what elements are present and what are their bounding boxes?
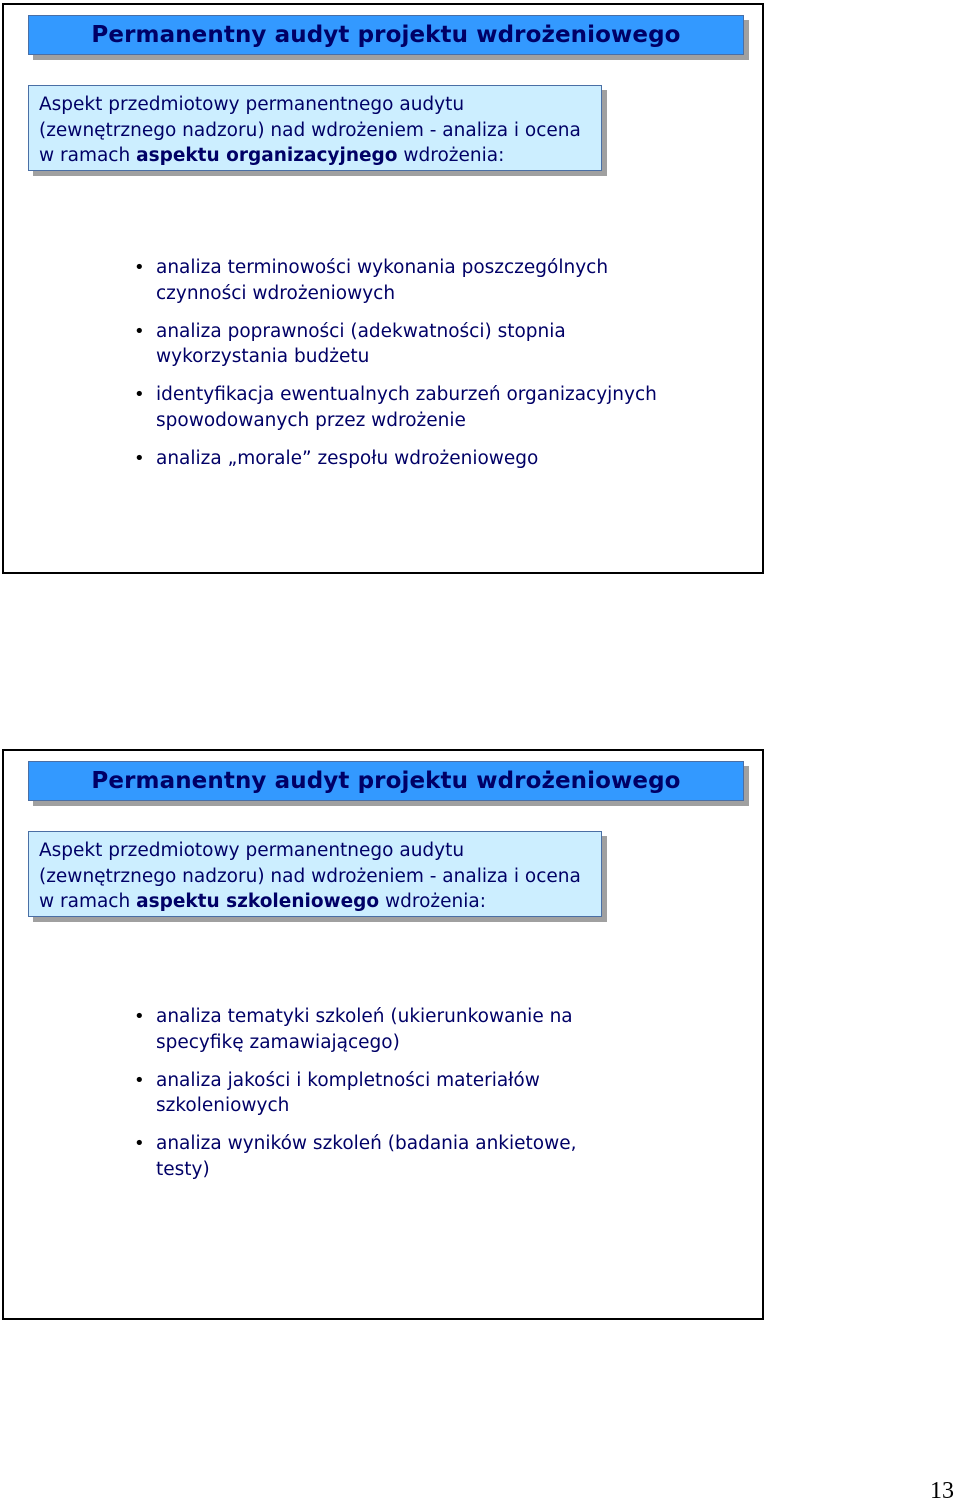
- subtitle-prefix: w ramach: [39, 891, 137, 912]
- bullet-icon: •: [134, 447, 145, 469]
- list-item: [134, 446, 657, 472]
- subtitle-emphasis: aspektu szkoleniowego: [136, 891, 380, 912]
- bullet-icon: •: [134, 1006, 145, 1027]
- subtitle-suffix: wdrożenia:: [397, 145, 505, 166]
- list-item-line: wykorzystania budżetu: [156, 346, 370, 367]
- list-item: [134, 255, 657, 306]
- bullet-list: [134, 255, 657, 484]
- subtitle-prefix: w ramach: [39, 145, 137, 166]
- list-item-line: szkoleniowych: [156, 1095, 290, 1116]
- bullet-icon: •: [134, 384, 145, 405]
- list-item-line: analiza poprawności (adekwatności) stopnia: [156, 320, 566, 342]
- list-item: [134, 1068, 577, 1119]
- bullet-icon: •: [134, 1069, 145, 1091]
- list-item-line: identyfikacja ewentualnych zaburzeń organizacyjnych: [156, 384, 657, 405]
- list-item-line: analiza tematyki szkoleń (ukierunkowanie na: [156, 1006, 573, 1027]
- slide-1: [2, 3, 764, 574]
- list-item-line: czynności wdrożeniowych: [156, 282, 396, 304]
- list-item: [134, 382, 657, 433]
- list-item: [134, 319, 657, 370]
- bullet-icon: •: [134, 1133, 145, 1154]
- list-item-line: specyfikę zamawiającego): [156, 1031, 400, 1053]
- list-item-line: analiza „morale” zespołu wdrożeniowego: [156, 447, 539, 469]
- list-item: [134, 1004, 577, 1055]
- subtitle-line-1: Aspekt przedmiotowy permanentnego audytu: [39, 94, 465, 115]
- list-item-line: analiza wyników szkoleń (badania ankietowe,: [156, 1133, 577, 1154]
- list-item: [134, 1131, 577, 1182]
- subtitle-line-2: (zewnętrznego nadzoru) nad wdrożeniem - analiza i ocena: [39, 119, 581, 141]
- slide-title-bar: [28, 761, 744, 801]
- slide-title: Permanentny audyt projektu wdrożeniowego: [91, 22, 681, 48]
- subtitle-suffix: wdrożenia:: [379, 891, 486, 912]
- list-item-line: testy): [156, 1158, 210, 1180]
- list-item-line: analiza jakości i kompletności materiałów: [156, 1069, 540, 1091]
- subtitle-box: [28, 85, 602, 171]
- slide-title: Permanentny audyt projektu wdrożeniowego: [91, 768, 681, 794]
- subtitle-line-1: Aspekt przedmiotowy permanentnego audytu: [39, 840, 465, 861]
- subtitle-box: [28, 831, 602, 917]
- list-item-line: analiza terminowości wykonania poszczególnych: [156, 257, 609, 278]
- subtitle-line-2: (zewnętrznego nadzoru) nad wdrożeniem - analiza i ocena: [39, 865, 581, 887]
- slide-2: [2, 749, 764, 1320]
- subtitle-line-3: [39, 143, 601, 169]
- bullet-icon: •: [134, 257, 145, 278]
- slide-title-bar: [28, 15, 744, 55]
- list-item-line: spowodowanych przez wdrożenie: [156, 409, 466, 431]
- subtitle-line-3: [39, 889, 601, 915]
- bullet-icon: •: [134, 320, 145, 342]
- bullet-list: [134, 1004, 577, 1195]
- subtitle-emphasis: aspektu organizacyjnego: [136, 145, 398, 166]
- page-number: 13: [930, 1478, 954, 1504]
